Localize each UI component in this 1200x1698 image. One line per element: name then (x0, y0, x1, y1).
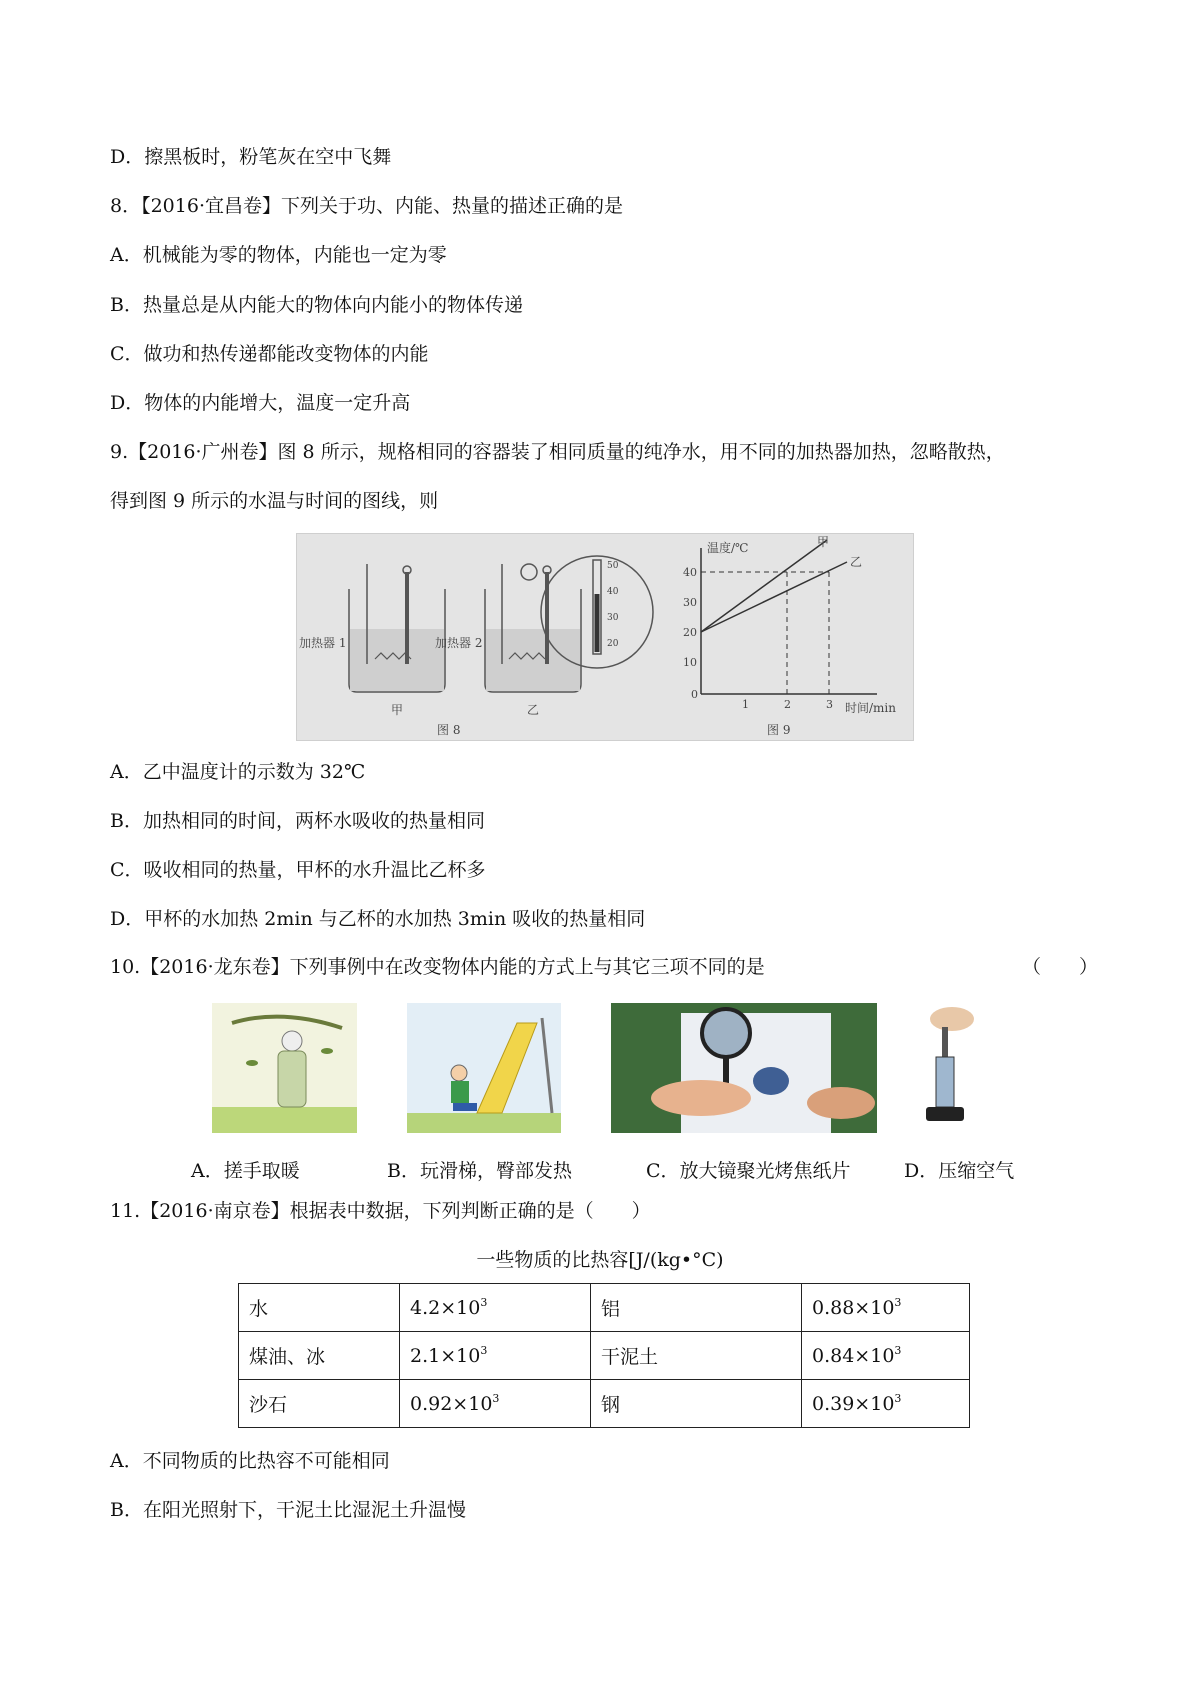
photo-air-pump (906, 1003, 980, 1133)
heater-1-label: 加热器 1 (299, 636, 347, 650)
question-9-stem-cont: 得到图 9 所示的水温与时间的图线，则 (110, 490, 439, 512)
figure-9-caption: 图 9 (767, 723, 791, 737)
figure-8-9-drawing (297, 534, 913, 740)
question-8-option-a: A．机械能为零的物体，内能也一定为零 (110, 244, 447, 266)
fig9-ylabel: 温度/℃ (707, 541, 749, 555)
table-cell: $0.88\times 10^3$ (802, 1284, 970, 1332)
table-row (239, 1284, 970, 1332)
question-10-stem: 10.【2016·龙东卷】下列事例中在改变物体内能的方式上与其它三项不同的是 (110, 956, 765, 978)
question-11-stem: 11.【2016·南京卷】根据表中数据，下列判断正确的是（ ） (110, 1200, 651, 1222)
fig9-ytick-0: 0 (691, 688, 698, 701)
table-cell: $0.84\times 10^3$ (802, 1332, 970, 1380)
table-cell: 煤油、冰 (239, 1332, 400, 1380)
fig9-xtick-2: 2 (784, 698, 791, 711)
heater-2-label: 加热器 2 (435, 636, 483, 650)
fig9-ytick-40: 40 (683, 566, 697, 579)
photo-rubbing-hands (212, 1003, 357, 1133)
table-row (239, 1332, 970, 1380)
question-11-option-a: A．不同物质的比热容不可能相同 (110, 1450, 390, 1472)
photo-magnifying-glass (611, 1003, 877, 1133)
table-title: 一些物质的比热容[J/(kg•°C) (476, 1249, 724, 1271)
thermo-tick-20: 20 (607, 639, 619, 649)
q10-caption-a: A．搓手取暖 (191, 1160, 300, 1182)
question-10-paren: （ ） (1022, 956, 1099, 978)
question-9-option-c: C．吸收相同的热量，甲杯的水升温比乙杯多 (110, 859, 486, 881)
thermo-tick-40: 40 (607, 587, 619, 597)
beaker-1 (349, 564, 445, 692)
cup-1-label: 甲 (391, 703, 404, 717)
q10-caption-b: B．玩滑梯，臀部发热 (387, 1160, 572, 1182)
figure-8-caption: 图 8 (437, 723, 461, 737)
figure-9-graph (683, 535, 896, 737)
cup-2-label: 乙 (527, 703, 540, 717)
option-d-prev: D．擦黑板时，粉笔灰在空中飞舞 (110, 146, 392, 168)
fig9-ytick-20: 20 (683, 626, 697, 639)
table-cell: 干泥土 (591, 1332, 802, 1380)
beaker-2 (485, 564, 581, 692)
table-cell: $4.2\times 10^3$ (400, 1284, 591, 1332)
question-9-option-d: D．甲杯的水加热 2min 与乙杯的水加热 3min 吸收的热量相同 (110, 908, 646, 930)
question-9-stem: 9.【2016·广州卷】图 8 所示，规格相同的容器装了相同质量的纯净水，用不同的加热器加热，忽略散热， (110, 441, 1005, 463)
question-8-option-d: D．物体的内能增大，温度一定升高 (110, 392, 411, 414)
table-cell: $0.92\times 10^3$ (400, 1380, 591, 1428)
thermo-tick-50: 50 (607, 561, 619, 571)
table-cell: $2.1\times 10^3$ (400, 1332, 591, 1380)
question-8-stem: 8．【2016·宜昌卷】下列关于功、内能、热量的描述正确的是 (110, 195, 623, 217)
question-8-option-c: C．做功和热传递都能改变物体的内能 (110, 343, 429, 365)
question-8-option-b: B．热量总是从内能大的物体向内能小的物体传递 (110, 294, 523, 316)
question-9-option-b: B．加热相同的时间，两杯水吸收的热量相同 (110, 810, 485, 832)
table-cell: 沙石 (239, 1380, 400, 1428)
figure-8-9 (296, 533, 914, 741)
table-cell: $0.39\times 10^3$ (802, 1380, 970, 1428)
photo-slide (407, 1003, 561, 1133)
question-11-option-b: B．在阳光照射下，干泥土比湿泥土升温慢 (110, 1499, 466, 1521)
fig9-ytick-10: 10 (683, 656, 697, 669)
q10-caption-d: D．压缩空气 (904, 1160, 1015, 1182)
table-row (239, 1380, 970, 1428)
fig9-ytick-30: 30 (683, 596, 697, 609)
fig9-line-jia: 甲 (817, 535, 830, 549)
table-cell: 水 (239, 1284, 400, 1332)
fig9-xlabel: 时间/min (845, 701, 896, 715)
fig9-xtick-3: 3 (826, 698, 833, 711)
q10-caption-c: C．放大镜聚光烤焦纸片 (646, 1160, 851, 1182)
question-9-option-a: A．乙中温度计的示数为 32℃ (110, 761, 366, 783)
fig9-line-yi: 乙 (850, 555, 863, 569)
thermometer-zoom (541, 556, 653, 668)
fig9-xtick-1: 1 (742, 698, 749, 711)
thermo-tick-30: 30 (607, 613, 619, 623)
table-cell: 钢 (591, 1380, 802, 1428)
specific-heat-table (238, 1283, 970, 1428)
table-cell: 铝 (591, 1284, 802, 1332)
